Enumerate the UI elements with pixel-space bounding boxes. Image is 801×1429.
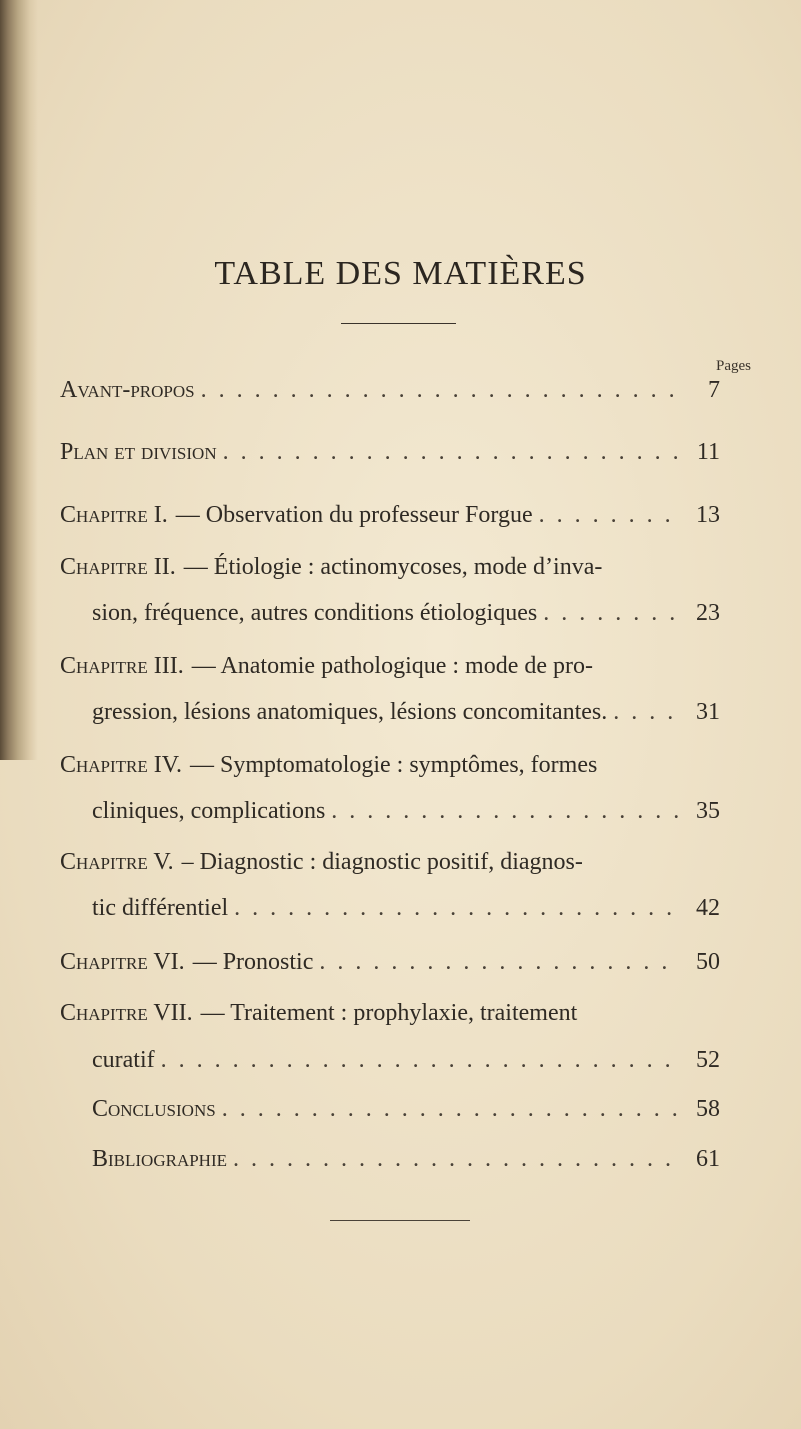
dot-leader (201, 370, 680, 410)
end-divider (330, 1220, 470, 1221)
toc-entry-chapitre-6 (60, 942, 720, 982)
toc-entry-text: — Anatomie pathologique : mode de pro- (191, 653, 594, 679)
toc-entry-chapitre-2-cont (92, 593, 720, 633)
toc-entry-page: 52 (696, 1047, 720, 1073)
toc-entry-text: — Symptomatologie : symptômes, formes (190, 752, 598, 778)
toc-entry-chapitre-5-cont (92, 888, 720, 928)
toc-entry-page: 7 (708, 377, 720, 403)
toc-entry-continuation: cliniques, complications (92, 798, 326, 824)
toc-entry-chapitre-3-cont (92, 692, 720, 732)
toc-entry-label: Conclusions (92, 1096, 216, 1122)
toc-entry-label: Chapitre I. (60, 502, 168, 528)
toc-entry-label: Chapitre VI. (60, 949, 185, 975)
toc-entry-label: Chapitre II. (60, 554, 176, 580)
toc-entry-page: 58 (696, 1096, 720, 1122)
toc-entry-continuation: tic différentiel (92, 895, 229, 921)
toc-entry-label: Plan et division (60, 439, 217, 465)
toc-entry-chapitre-1 (60, 495, 720, 535)
toc-entry-page: 61 (696, 1146, 720, 1172)
dot-leader (539, 495, 680, 535)
page-title: TABLE DES MATIÈRES (214, 255, 587, 292)
toc-entry-chapitre-3 (60, 646, 720, 686)
dot-leader (223, 432, 680, 472)
toc-entry-page: 35 (696, 798, 720, 824)
toc-entry-text: — Traitement : prophylaxie, traitement (200, 1000, 578, 1026)
toc-entry-continuation: curatif (92, 1047, 155, 1073)
toc-entry-text: — Observation du professeur Forgue (175, 502, 533, 528)
dot-leader (543, 593, 680, 633)
toc-entry-chapitre-7 (60, 993, 720, 1033)
dot-leader (161, 1040, 680, 1080)
toc-entry-label: Chapitre III. (60, 653, 184, 679)
toc-entry-chapitre-5 (60, 842, 720, 882)
toc-entry-text: — Étiologie : actinomycoses, mode d’inva- (183, 554, 603, 580)
dot-leader (331, 791, 680, 831)
dot-leader (319, 942, 680, 982)
toc-entry-chapitre-2 (60, 547, 720, 587)
pages-column-label: Pages (716, 358, 751, 374)
toc-entry-label: Avant-propos (60, 377, 195, 403)
dot-leader (233, 1139, 680, 1179)
toc-entry-chapitre-4-cont (92, 791, 720, 831)
toc-entry-bibliographie (92, 1139, 720, 1179)
toc-entry-page: 13 (696, 502, 720, 528)
toc-entry-page: 42 (696, 895, 720, 921)
toc-entry-text: – Diagnostic : diagnostic positif, diagnos- (181, 849, 583, 875)
toc-entry-plan (60, 432, 720, 472)
toc-entry-text: — Pronostic (192, 949, 314, 975)
toc-entry-page: 23 (696, 600, 720, 626)
dot-leader (234, 888, 680, 928)
dot-leader (613, 692, 680, 732)
toc-entry-label: Chapitre VII. (60, 1000, 193, 1026)
toc-entry-continuation: gression, lésions anatomiques, lésions concomitantes. (92, 699, 608, 725)
toc-entry-label: Chapitre IV. (60, 752, 183, 778)
toc-entry-chapitre-4 (60, 745, 720, 785)
toc-entry-chapitre-7-cont (92, 1040, 720, 1080)
toc-entry-continuation: sion, fréquence, autres conditions étiologiques (92, 600, 538, 626)
toc-entry-page: 50 (696, 949, 720, 975)
dot-leader (222, 1089, 680, 1129)
toc-entry-label: Bibliographie (92, 1146, 227, 1172)
toc-entry-conclusions (92, 1089, 720, 1129)
toc-entry-page: 11 (696, 439, 720, 465)
toc-entry-avant-propos (60, 370, 720, 410)
toc-entry-label: Chapitre V. (60, 849, 174, 875)
toc-entry-page: 31 (696, 699, 720, 725)
